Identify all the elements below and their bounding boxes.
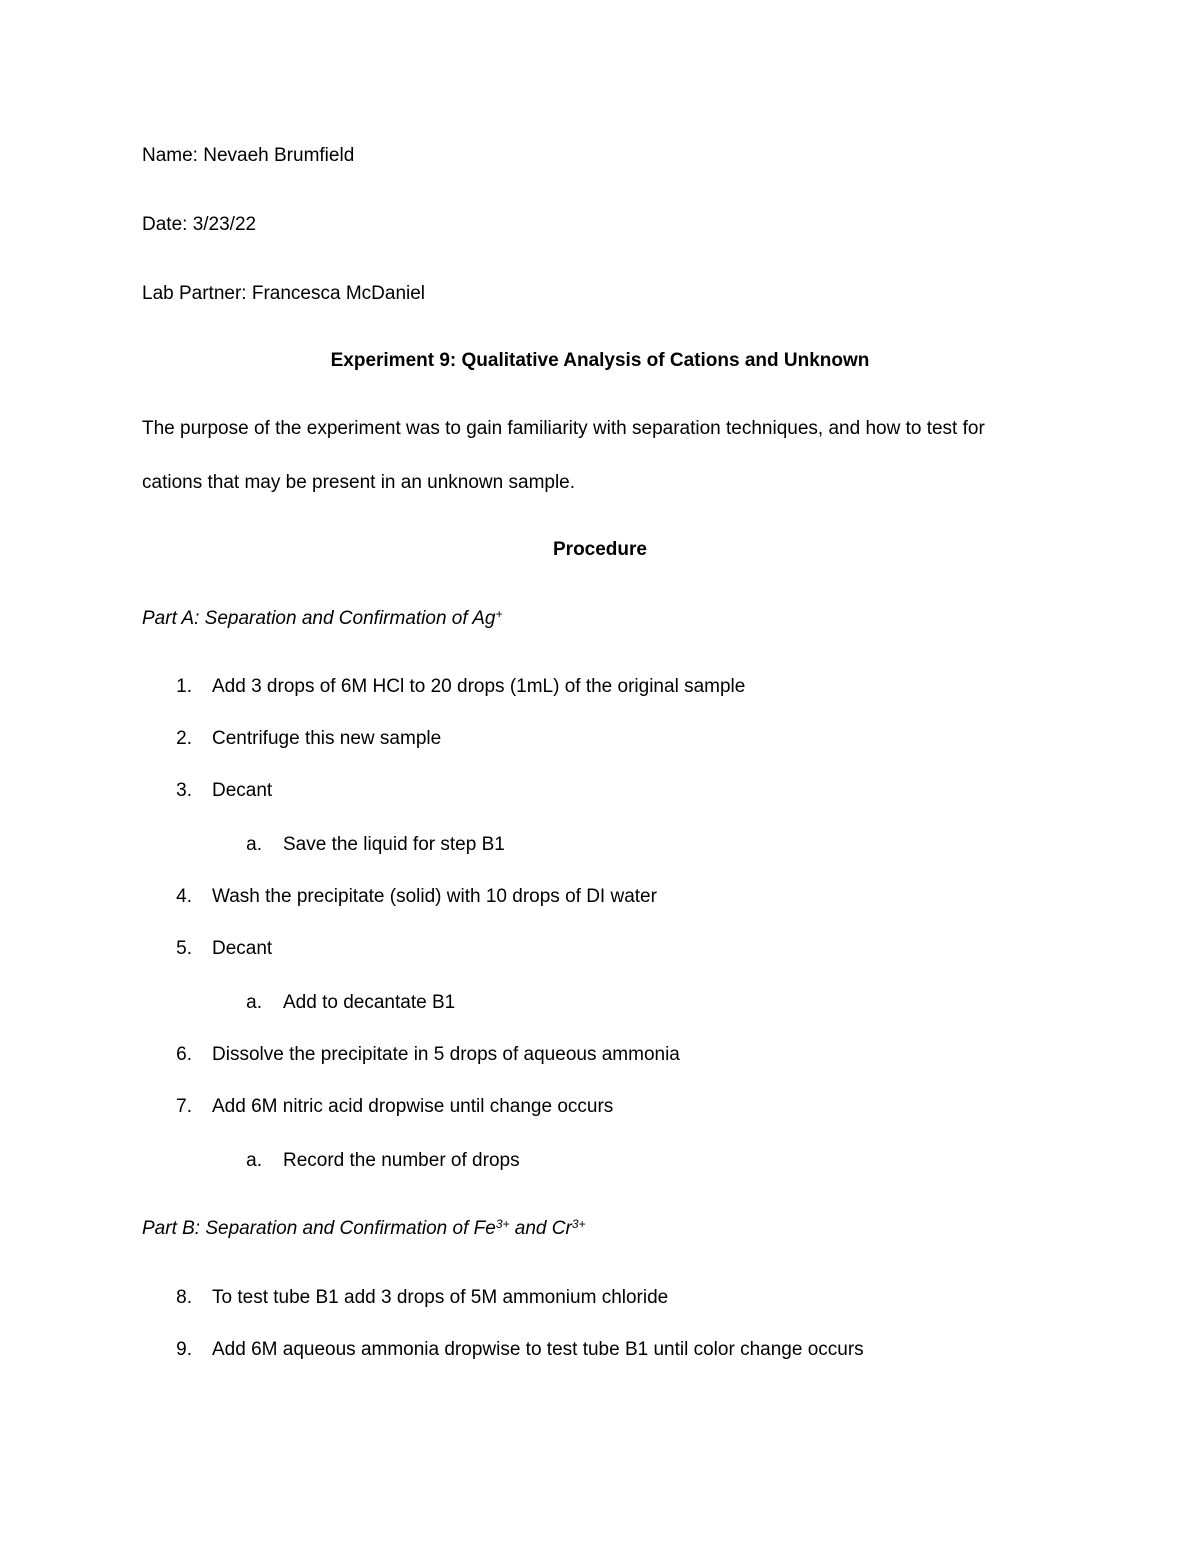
part-a-heading	[142, 607, 502, 631]
part-a-heading-text: Part A: Separation and Confirmation of Ag	[142, 608, 496, 629]
step-number: 3.	[176, 780, 192, 801]
step-number: 2.	[176, 728, 192, 749]
step-text: Decant	[212, 938, 273, 959]
step-number: 4.	[176, 886, 192, 907]
purpose-line-1: The purpose of the experiment was to gain familiarity with separation techniques, and how to test for	[142, 418, 985, 439]
lab-partner: Lab Partner: Francesca McDaniel	[142, 283, 426, 304]
step-text: To test tube B1 add 3 drops of 5M ammonium chloride	[212, 1287, 669, 1308]
part-b-heading-superscript-cr: 3+	[571, 1217, 586, 1231]
part-b-heading-text: Part B: Separation and Confirmation of Fe	[142, 1218, 496, 1239]
substep-letter: a.	[246, 992, 262, 1013]
lab-date: Date: 3/23/22	[142, 214, 257, 235]
part-b-heading-text-mid: and Cr	[509, 1218, 572, 1239]
substep-text: Save the liquid for step B1	[283, 834, 505, 855]
step-text: Wash the precipitate (solid) with 10 drops of DI water	[212, 886, 657, 907]
step-text: Decant	[212, 780, 273, 801]
step-number: 7.	[176, 1096, 192, 1117]
step-text: Add 6M aqueous ammonia dropwise to test tube B1 until color change occurs	[212, 1339, 864, 1360]
step-text: Dissolve the precipitate in 5 drops of aqueous ammonia	[212, 1044, 680, 1065]
substep-text: Record the number of drops	[283, 1150, 520, 1171]
purpose-line-2: cations that may be present in an unknown sample.	[142, 472, 576, 493]
substep-letter: a.	[246, 834, 262, 855]
step-number: 1.	[176, 676, 192, 697]
student-name: Name: Nevaeh Brumfield	[142, 145, 355, 166]
part-b-heading-superscript-fe: 3+	[495, 1217, 510, 1231]
step-text: Add 3 drops of 6M HCl to 20 drops (1mL) of the original sample	[212, 676, 746, 697]
procedure-heading: Procedure	[553, 539, 647, 560]
step-text: Add 6M nitric acid dropwise until change occurs	[212, 1096, 614, 1117]
step-number: 6.	[176, 1044, 192, 1065]
substep-letter: a.	[246, 1150, 262, 1171]
part-b-heading	[142, 1217, 586, 1241]
step-number: 8.	[176, 1287, 192, 1308]
step-text: Centrifuge this new sample	[212, 728, 442, 749]
step-number: 5.	[176, 938, 192, 959]
part-a-heading-superscript: +	[495, 607, 503, 621]
document-title: Experiment 9: Qualitative Analysis of Cations and Unknown	[330, 350, 870, 371]
substep-text: Add to decantate B1	[283, 992, 456, 1013]
step-number: 9.	[176, 1339, 192, 1360]
